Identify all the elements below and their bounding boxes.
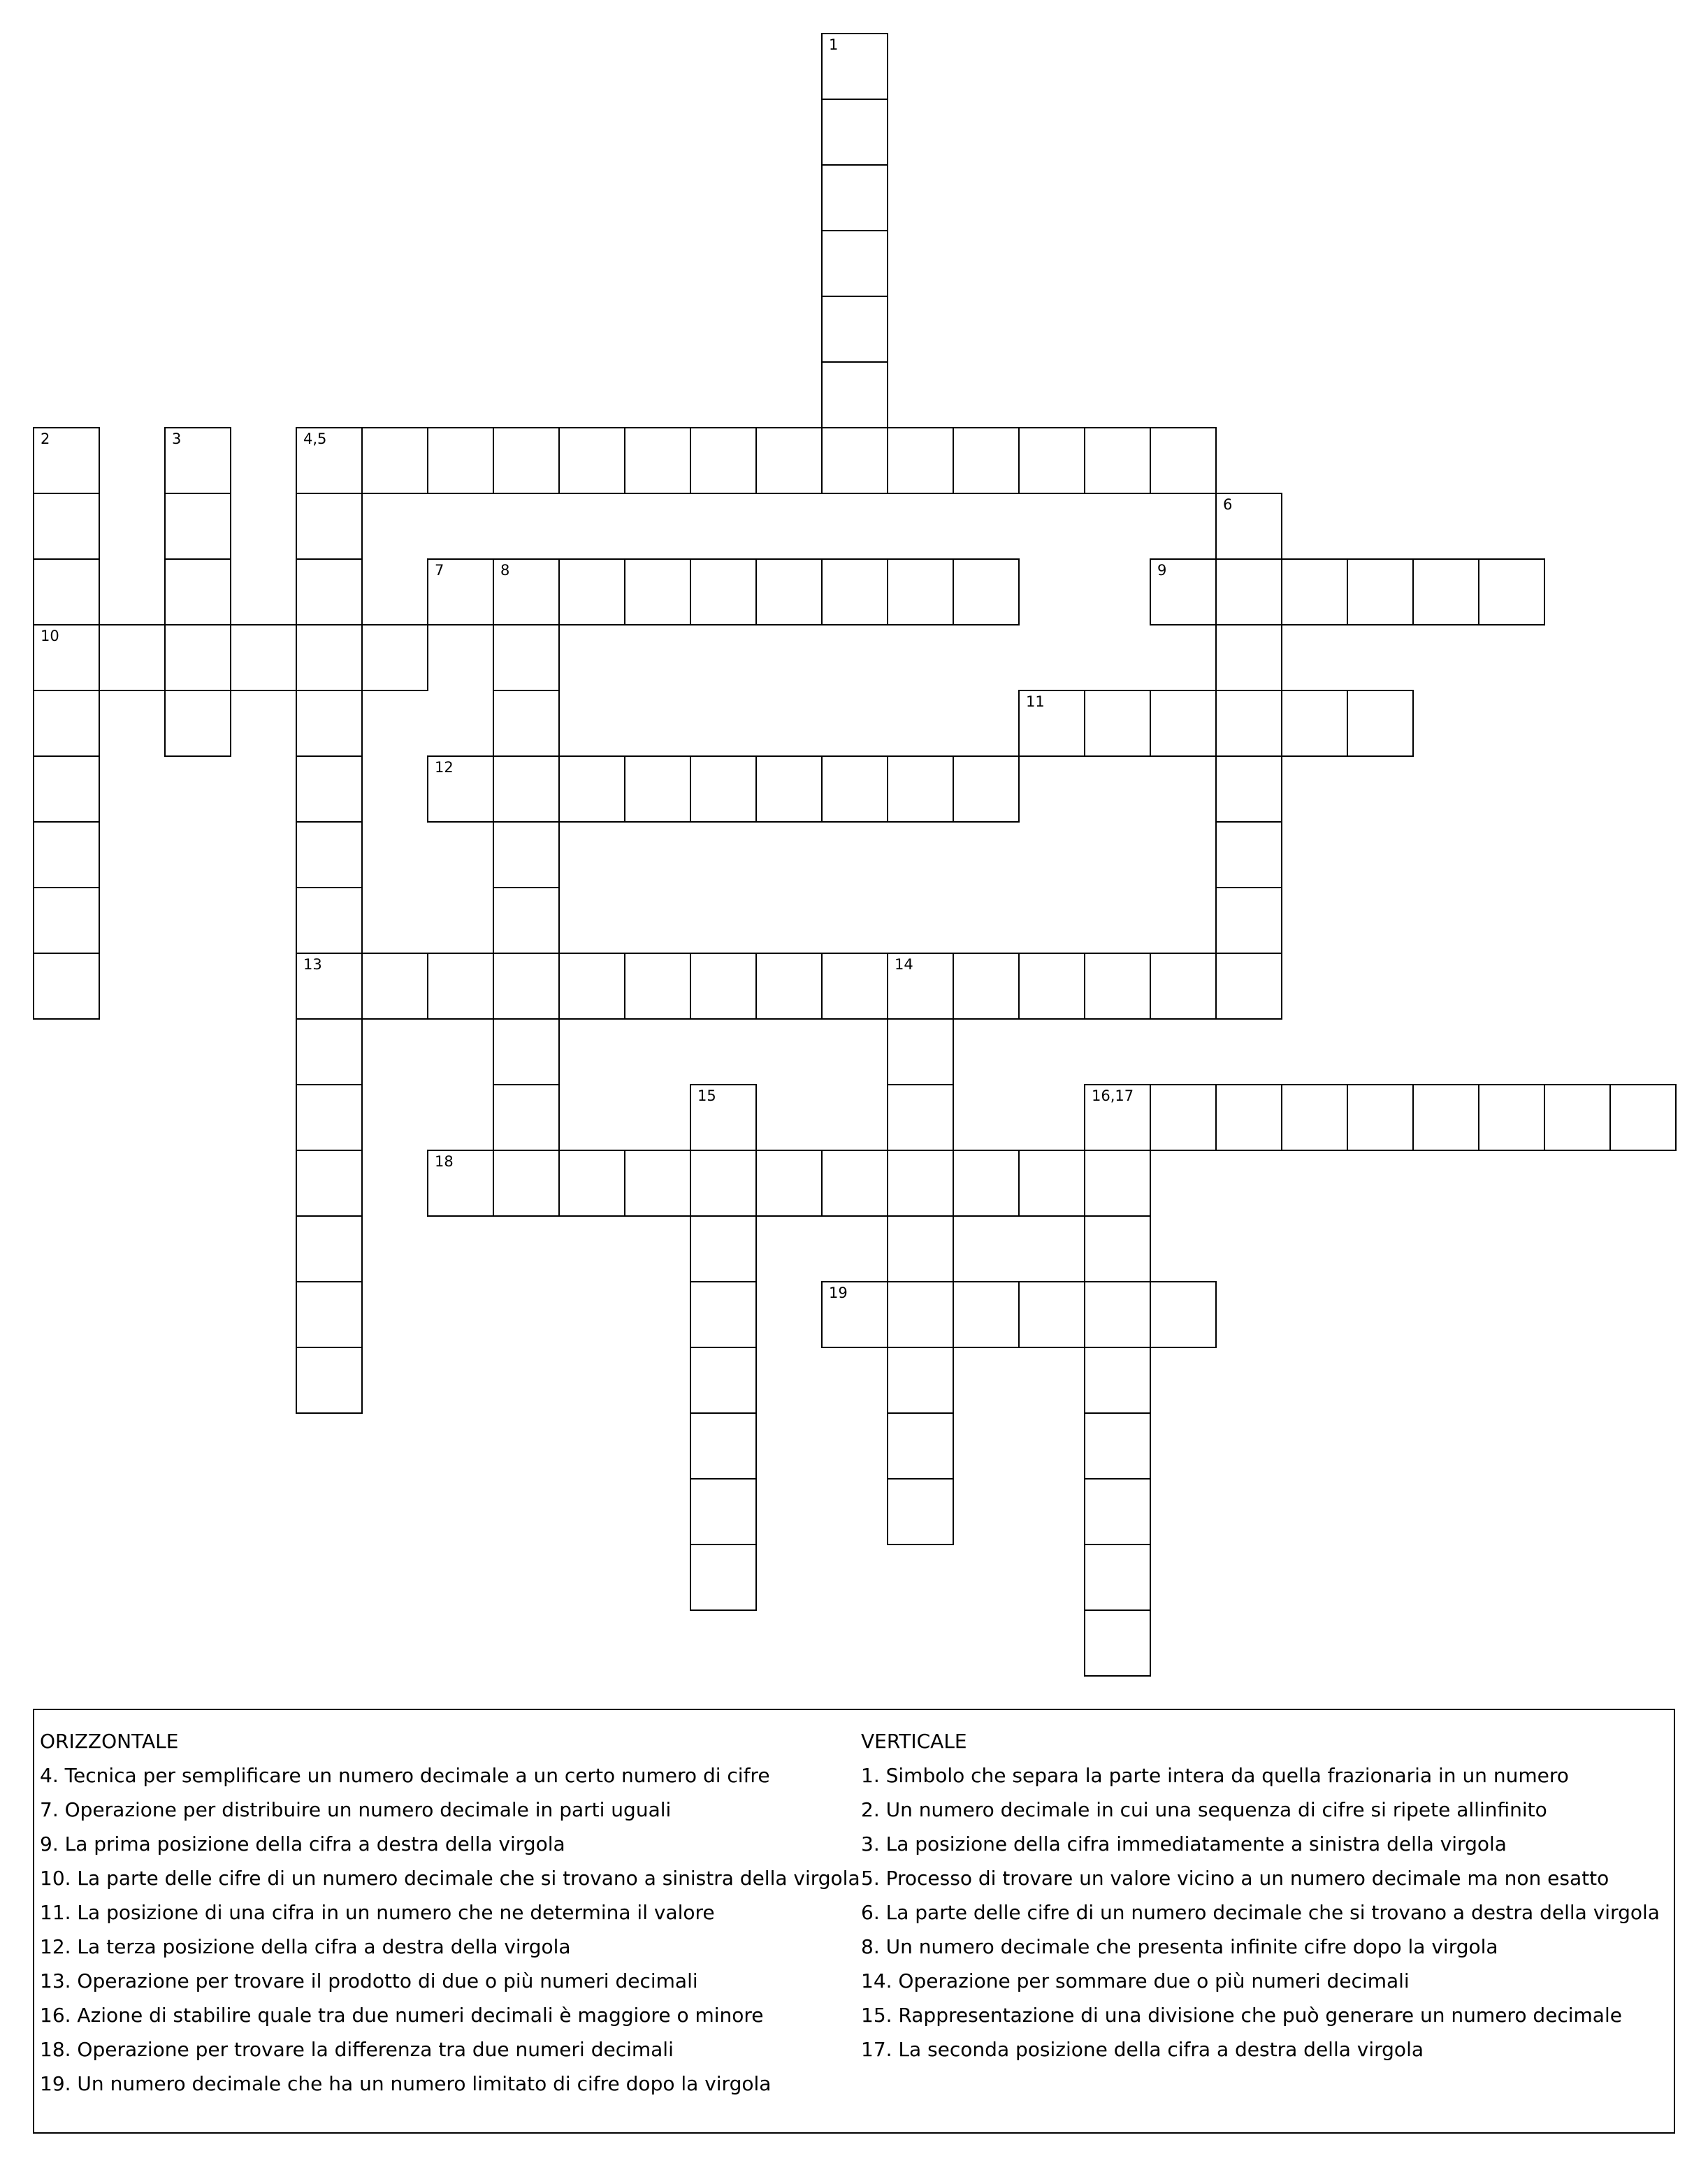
grid-cell[interactable]: [953, 1150, 1020, 1217]
grid-cell[interactable]: [690, 953, 757, 1020]
clue-number: 10: [41, 628, 59, 644]
grid-cell[interactable]: [558, 427, 625, 494]
grid-cell[interactable]: [493, 1150, 560, 1217]
clue-number: 4,5: [303, 431, 327, 447]
grid-cell[interactable]: [427, 953, 494, 1020]
grid-cell[interactable]: [690, 427, 757, 494]
grid-cell[interactable]: [953, 953, 1020, 1020]
grid-cell[interactable]: [690, 558, 757, 625]
grid-cell[interactable]: [690, 1544, 757, 1611]
grid-cell[interactable]: [296, 1084, 363, 1151]
grid-cell[interactable]: [755, 1150, 823, 1217]
grid-cell[interactable]: [1347, 1084, 1414, 1151]
grid-cell[interactable]: [296, 1215, 363, 1282]
clue-across-9: 9. La prima posizione della cifra a destra della virgola: [40, 1832, 565, 1855]
grid-cell[interactable]: [690, 1412, 757, 1480]
across-clues: [40, 1724, 860, 2101]
grid-cell[interactable]: [427, 1150, 494, 1217]
grid-cell[interactable]: [690, 755, 757, 823]
grid-cell[interactable]: [1018, 1281, 1085, 1348]
grid-cell[interactable]: [1544, 1084, 1611, 1151]
grid-cell[interactable]: [1478, 558, 1545, 625]
grid-cell[interactable]: [1215, 755, 1282, 823]
grid-cell[interactable]: [361, 624, 428, 691]
grid-cell[interactable]: [755, 558, 823, 625]
grid-cell[interactable]: [296, 755, 363, 823]
grid-cell[interactable]: [1018, 953, 1085, 1020]
grid-cell[interactable]: [427, 755, 494, 823]
down-heading: VERTICALE: [861, 1730, 967, 1753]
clue-number: 9: [1157, 562, 1167, 579]
grid-cell[interactable]: [1150, 558, 1217, 625]
clue-down-8: 8. Un numero decimale che presenta infinite cifre dopo la virgola: [861, 1935, 1498, 1958]
clue-number: 7: [435, 562, 444, 579]
grid-cell[interactable]: [361, 427, 428, 494]
grid-cell[interactable]: [1347, 558, 1414, 625]
grid-cell[interactable]: [296, 624, 363, 691]
grid-cell[interactable]: [1215, 887, 1282, 954]
clue-across-4: 4. Tecnica per semplificare un numero decimale a un certo numero di cifre: [40, 1764, 770, 1787]
clue-number: 11: [1026, 693, 1045, 710]
grid-cell[interactable]: [821, 230, 888, 297]
grid-cell[interactable]: [821, 361, 888, 428]
grid-cell[interactable]: [821, 1281, 888, 1348]
clue-across-12: 12. La terza posizione della cifra a destra della virgola: [40, 1935, 571, 1958]
grid-cell[interactable]: [1018, 427, 1085, 494]
grid-cell[interactable]: [1215, 624, 1282, 691]
grid-cell[interactable]: [1412, 558, 1479, 625]
grid-cell[interactable]: [1084, 1215, 1151, 1282]
grid-cell[interactable]: [493, 887, 560, 954]
grid-cell[interactable]: [624, 755, 691, 823]
grid-cell[interactable]: [1084, 1609, 1151, 1677]
grid-cell[interactable]: [558, 953, 625, 1020]
grid-cell[interactable]: [230, 624, 297, 691]
grid-cell[interactable]: [1215, 821, 1282, 888]
clue-number: 2: [41, 431, 50, 447]
grid-cell[interactable]: [887, 755, 954, 823]
grid-cell[interactable]: [887, 1150, 954, 1217]
grid-cell[interactable]: [953, 558, 1020, 625]
clue-down-5: 5. Processo di trovare un valore vicino a un numero decimale ma non esatto: [861, 1867, 1609, 1890]
grid-cell[interactable]: [1084, 1150, 1151, 1217]
grid-cell[interactable]: [887, 953, 954, 1020]
grid-cell[interactable]: [33, 953, 100, 1020]
grid-cell[interactable]: [1281, 1084, 1348, 1151]
clue-number: 6: [1223, 496, 1233, 513]
grid-cell[interactable]: [821, 296, 888, 363]
clue-across-19: 19. Un numero decimale che ha un numero limitato di cifre dopo la virgola: [40, 2072, 772, 2095]
grid-cell[interactable]: [1215, 493, 1282, 560]
grid-cell[interactable]: [755, 953, 823, 1020]
clues-box: [33, 1709, 1675, 2134]
grid-cell[interactable]: [493, 755, 560, 823]
grid-cell[interactable]: [296, 1018, 363, 1085]
grid-cell[interactable]: [690, 1215, 757, 1282]
grid-cell[interactable]: [821, 558, 888, 625]
grid-cell[interactable]: [33, 558, 100, 625]
grid-cell[interactable]: [164, 624, 231, 691]
grid-cell[interactable]: [164, 558, 231, 625]
grid-cell[interactable]: [1084, 1544, 1151, 1611]
grid-cell[interactable]: [296, 493, 363, 560]
grid-cell[interactable]: [1150, 1084, 1217, 1151]
clue-number: 12: [435, 759, 454, 776]
grid-cell[interactable]: [493, 558, 560, 625]
grid-cell[interactable]: [33, 690, 100, 757]
grid-cell[interactable]: [690, 1150, 757, 1217]
clue-number: 19: [829, 1285, 848, 1301]
grid-cell[interactable]: [296, 953, 363, 1020]
grid-cell[interactable]: [1412, 1084, 1479, 1151]
grid-cell[interactable]: [99, 624, 166, 691]
clue-across-10: 10. La parte delle cifre di un numero decimale che si trovano a sinistra della virgola: [40, 1867, 860, 1890]
clue-down-14: 14. Operazione per sommare due o più numeri decimali: [861, 1969, 1410, 1992]
grid-cell[interactable]: [493, 427, 560, 494]
grid-cell[interactable]: [690, 1281, 757, 1348]
grid-cell[interactable]: [887, 1084, 954, 1151]
grid-cell[interactable]: [296, 821, 363, 888]
clue-number: 18: [435, 1153, 454, 1170]
grid-cell[interactable]: [1150, 427, 1217, 494]
clue-number: 13: [303, 956, 322, 973]
grid-cell[interactable]: [1215, 690, 1282, 757]
grid-cell[interactable]: [164, 493, 231, 560]
grid-cell[interactable]: [493, 1018, 560, 1085]
grid-cell[interactable]: [33, 821, 100, 888]
clue-number: 1: [829, 36, 839, 53]
grid-cell[interactable]: [887, 427, 954, 494]
grid-cell[interactable]: [1609, 1084, 1677, 1151]
grid-cell[interactable]: [1084, 1084, 1151, 1151]
grid-cell[interactable]: [1281, 558, 1348, 625]
grid-cell[interactable]: [1215, 1084, 1282, 1151]
grid-cell[interactable]: [33, 493, 100, 560]
grid-cell[interactable]: [1084, 953, 1151, 1020]
grid-cell[interactable]: [296, 427, 363, 494]
clue-across-16: 16. Azione di stabilire quale tra due numeri decimali è maggiore o minore: [40, 2004, 764, 2027]
grid-cell[interactable]: [821, 953, 888, 1020]
grid-cell[interactable]: [821, 427, 888, 494]
clue-number: 15: [697, 1087, 716, 1104]
grid-cell[interactable]: [821, 755, 888, 823]
down-clues: [861, 1724, 1660, 2067]
clue-number: 16,17: [1092, 1087, 1134, 1104]
grid-cell[interactable]: [624, 558, 691, 625]
grid-cell[interactable]: [361, 953, 428, 1020]
grid-cell[interactable]: [1215, 953, 1282, 1020]
grid-cell[interactable]: [887, 1215, 954, 1282]
grid-cell[interactable]: [821, 1150, 888, 1217]
grid-cell[interactable]: [1084, 1478, 1151, 1545]
grid-cell[interactable]: [953, 427, 1020, 494]
grid-cell[interactable]: [953, 755, 1020, 823]
clue-down-15: 15. Rappresentazione di una divisione che può generare un numero decimale: [861, 2004, 1622, 2027]
grid-cell[interactable]: [493, 1084, 560, 1151]
grid-cell[interactable]: [887, 558, 954, 625]
grid-cell[interactable]: [953, 1281, 1020, 1348]
grid-cell[interactable]: [690, 1084, 757, 1151]
clue-down-2: 2. Un numero decimale in cui una sequenza di cifre si ripete allinfinito: [861, 1798, 1547, 1821]
grid-cell[interactable]: [33, 755, 100, 823]
clue-down-3: 3. La posizione della cifra immediatamente a sinistra della virgola: [861, 1832, 1507, 1855]
grid-cell[interactable]: [427, 558, 494, 625]
grid-cell[interactable]: [493, 624, 560, 691]
grid-cell[interactable]: [690, 1478, 757, 1545]
grid-cell[interactable]: [296, 1347, 363, 1414]
grid-cell[interactable]: [1084, 1281, 1151, 1348]
grid-cell[interactable]: [558, 755, 625, 823]
grid-cell[interactable]: [1215, 558, 1282, 625]
grid-cell[interactable]: [1150, 690, 1217, 757]
clue-across-18: 18. Operazione per trovare la differenza tra due numeri decimali: [40, 2038, 674, 2061]
grid-cell[interactable]: [1084, 690, 1151, 757]
grid-cell[interactable]: [624, 953, 691, 1020]
grid-cell[interactable]: [164, 427, 231, 494]
grid-cell[interactable]: [624, 427, 691, 494]
grid-cell[interactable]: [296, 558, 363, 625]
grid-cell[interactable]: [558, 558, 625, 625]
grid-cell[interactable]: [1084, 427, 1151, 494]
grid-cell[interactable]: [33, 624, 100, 691]
grid-cell[interactable]: [755, 427, 823, 494]
grid-cell[interactable]: [296, 1150, 363, 1217]
grid-cell[interactable]: [1150, 1281, 1217, 1348]
clue-number: 8: [500, 562, 510, 579]
grid-cell[interactable]: [493, 953, 560, 1020]
grid-cell[interactable]: [887, 1412, 954, 1480]
grid-cell[interactable]: [1084, 1347, 1151, 1414]
grid-cell[interactable]: [755, 755, 823, 823]
grid-cell[interactable]: [296, 1281, 363, 1348]
grid-cell[interactable]: [33, 427, 100, 494]
grid-cell[interactable]: [493, 821, 560, 888]
across-heading: ORIZZONTALE: [40, 1730, 179, 1753]
grid-cell[interactable]: [887, 1478, 954, 1545]
grid-cell[interactable]: [821, 164, 888, 231]
grid-cell[interactable]: [296, 887, 363, 954]
grid-cell[interactable]: [1084, 1412, 1151, 1480]
clue-number: 3: [172, 431, 182, 447]
grid-cell[interactable]: [821, 99, 888, 166]
grid-cell[interactable]: [887, 1281, 954, 1348]
clue-down-1: 1. Simbolo che separa la parte intera da quella frazionaria in un numero: [861, 1764, 1569, 1787]
grid-cell[interactable]: [33, 887, 100, 954]
clue-across-7: 7. Operazione per distribuire un numero decimale in parti uguali: [40, 1798, 672, 1821]
grid-cell[interactable]: [887, 1018, 954, 1085]
grid-cell[interactable]: [1281, 690, 1348, 757]
grid-cell[interactable]: [296, 690, 363, 757]
grid-cell[interactable]: [1347, 690, 1414, 757]
grid-cell[interactable]: [821, 33, 888, 100]
clue-across-13: 13. Operazione per trovare il prodotto di due o più numeri decimali: [40, 1969, 698, 1992]
clue-across-11: 11. La posizione di una cifra in un numero che ne determina il valore: [40, 1901, 715, 1924]
grid-cell[interactable]: [1018, 690, 1085, 757]
grid-cell[interactable]: [624, 1150, 691, 1217]
grid-cell[interactable]: [558, 1150, 625, 1217]
grid-cell[interactable]: [690, 1347, 757, 1414]
grid-cell[interactable]: [887, 1347, 954, 1414]
grid-cell[interactable]: [427, 427, 494, 494]
grid-cell[interactable]: [1150, 953, 1217, 1020]
grid-cell[interactable]: [1018, 1150, 1085, 1217]
grid-cell[interactable]: [164, 690, 231, 757]
clue-down-17: 17. La seconda posizione della cifra a destra della virgola: [861, 2038, 1424, 2061]
grid-cell[interactable]: [1478, 1084, 1545, 1151]
clue-down-6: 6. La parte delle cifre di un numero decimale che si trovano a destra della virgola: [861, 1901, 1660, 1924]
grid-cell[interactable]: [493, 690, 560, 757]
clue-number: 14: [895, 956, 913, 973]
